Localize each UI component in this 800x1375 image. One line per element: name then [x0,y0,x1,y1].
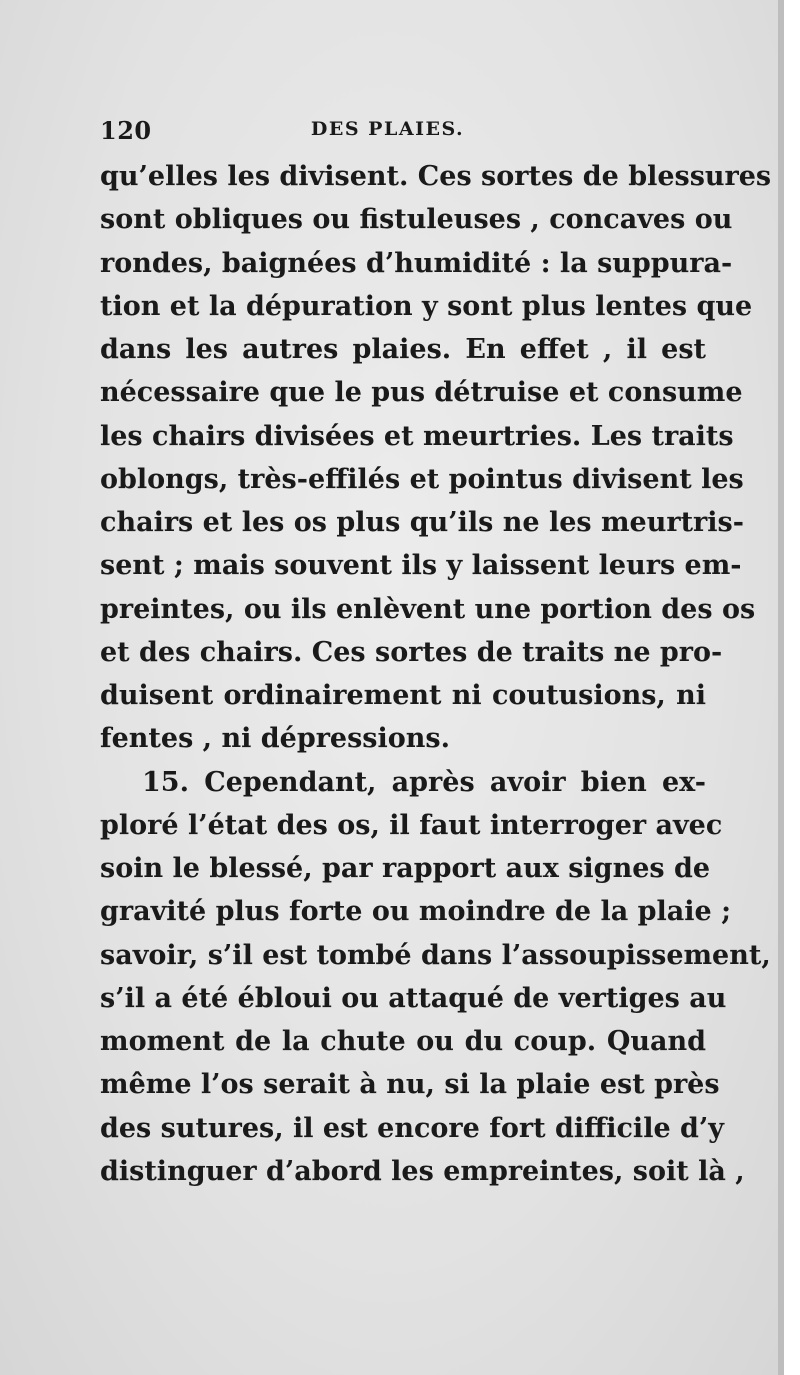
text-line: ploré l’état des os, il faut interroger avec [100,809,723,841]
running-head [100,116,700,146]
text-line: soin le blessé, par rapport aux signes de [100,853,711,884]
text-line: même l’os serait à nu, si la plaie est près [100,1069,720,1101]
text-line: sont obliques ou fistuleuses , concaves ou [100,204,733,236]
text-line-paragraph-start: 15. Cependant, après avoir bien ex- [142,766,706,798]
body-text [100,155,772,1193]
text-line: dans les autres plaies. En effet , il est [100,334,706,365]
text-line: rondes, baignées d’humidité : la suppura- [100,247,733,279]
page-number: 120 [100,116,152,145]
running-title: DES PLAIES. [310,118,465,140]
text-line-paragraph-end: fentes , ni dépressions. [100,723,450,755]
text-line: savoir, s’il est tombé dans l’assoupissement, [100,939,771,971]
text-line: qu’elles les divisent. Ces sortes de blessures [100,161,772,192]
text-line: oblongs, très-effilés et pointus divisent les [100,463,744,495]
text-line: les chairs divisées et meurtries. Les traits [100,420,734,452]
text-line: distinguer d’abord les empreintes, soit là , [100,1155,745,1187]
text-line: s’il a été ébloui ou attaqué de vertiges au [100,982,727,1014]
text-line: gravité plus forte ou moindre de la plaie ; [100,896,732,928]
text-line: sent ; mais souvent ils y laissent leurs em- [100,550,742,582]
text-line: des sutures, il est encore fort difficile d’y [100,1112,724,1144]
text-line: preintes, ou ils enlèvent une portion des os [100,593,756,625]
text-line: moment de la chute ou du coup. Quand [100,1026,706,1057]
text-line: tion et la dépuration y sont plus lentes que [100,290,753,322]
text-line: duisent ordinairement ni coutusions, ni [100,680,706,711]
text-line: chairs et les os plus qu’ils ne les meurtris- [100,507,744,538]
text-line: et des chairs. Ces sortes de traits ne pro- [100,636,723,668]
text-line: nécessaire que le pus détruise et consume [100,377,743,409]
